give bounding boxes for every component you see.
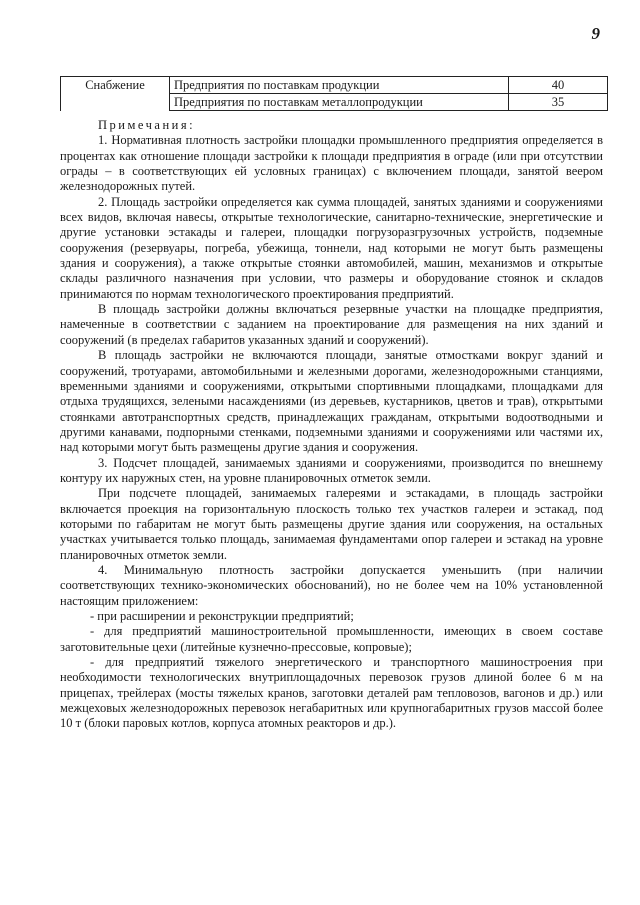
description-cell: Предприятия по поставкам металлопродукции [170,94,509,111]
note-paragraph-2: 2. Площадь застройки определяется как сумма площадей, занятых зданиями и сооружениями всех видов, включая навесы, открытые технологические, санитарно-технические, энергетические и другие установки эстакады и галереи, площадки погрузоразгрузочных устройств, подземные сооружения (резервуары, погреба, убежища, тоннели, над которыми не могут быть размещены здания и сооружения), а также открытые стоянки автомобилей, машин, механизмов и открытые склады различного назначения при условии, что размеры и оборудование стоянок и складов принимаются по нормам технологического проектирования предприятий. [60,194,603,301]
category-cell-continued [61,94,170,111]
value-cell: 40 [509,77,608,94]
note-bullet-1: - при расширении и реконструкции предприятий; [90,609,354,623]
category-cell: Снабжение [61,77,170,94]
page-number: 9 [591,24,600,43]
table-row [61,77,608,94]
note-paragraph-2b: В площадь застройки не включаются площади, занятые отмостками вокруг зданий и сооружений, тротуарами, автомобильными и железными дорогами, железнодорожными станциями, временными зданиями и сооружениями, открытыми спортивными площадками, площадками для отдыха трудящихся, зелеными насаждениями (из деревьев, кустарников, цветов и трав), открытыми стоянками автотранспортных средств, принадлежащих гражданам, открытыми водоотводными и другими канавами, подпорными стенками, подземными зданиями и сооружениями или частями их, над которыми могут быть размещены другие здания и сооружения. [60,348,603,455]
table-row [61,94,608,111]
note-paragraph-1: 1. Нормативная плотность застройки площадки промышленного предприятия определяется в процентах как отношение площади застройки к площади предприятия в ограде (или при отсутствии ограды – в соответствующих ей условных границах) с включением площади, занятой веером железнодорожных путей. [60,133,603,194]
value-cell: 35 [509,94,608,111]
notes-heading: Примечания: [98,118,196,132]
description-cell: Предприятия по поставкам продукции [170,77,509,94]
supply-density-table [60,76,608,111]
note-paragraph-3: 3. Подсчет площадей, занимаемых зданиями и сооружениями, производится по внешнему контуру их наружных стен, на уровне планировочных отметок земли. [60,455,603,485]
note-paragraph-3a: При подсчете площадей, занимаемых галереями и эстакадами, в площадь застройки включается проекция на горизонтальную плоскость только тех участков галереи и эстакад, под которыми по габаритам не могут быть размещены другие здания или сооружения, на остальных участках учитывается только площадь, занимаемая фундаментами опор галереи и эстакад на уровне планировочных отметок земли. [60,486,603,562]
note-bullet-3: - для предприятий тяжелого энергетического и транспортного машиностроения при необходимости технологических внутриплощадочных перевозок грузов длиной более 6 м на прицепах, трейлерах (мосты тяжелых кранов, заготовки деталей рам тепловозов, вагонов и др.) или межцеховых железнодорожных перевозок негабаритных или крупногабаритных грузов массой более 10 т (блоки паровых котлов, корпуса атомных реакторов и др.). [60,655,603,731]
notes-section [60,118,603,732]
note-paragraph-2a: В площадь застройки должны включаться резервные участки на площадке предприятия, намеченные в соответствии с заданием на проектирование для размещения на них зданий и сооружений (в пределах габаритов указанных зданий и сооружений). [60,302,603,347]
note-bullet-2: - для предприятий машиностроительной промышленности, имеющих в своем составе заготовительные цехи (литейные кузнечно-прессовые, копровые); [60,624,603,654]
note-paragraph-4: 4. Минимальную плотность застройки допускается уменьшить (при наличии соответствующих технико-экономических обоснований), но не более чем на 10% установленной настоящим приложением: [60,562,603,608]
